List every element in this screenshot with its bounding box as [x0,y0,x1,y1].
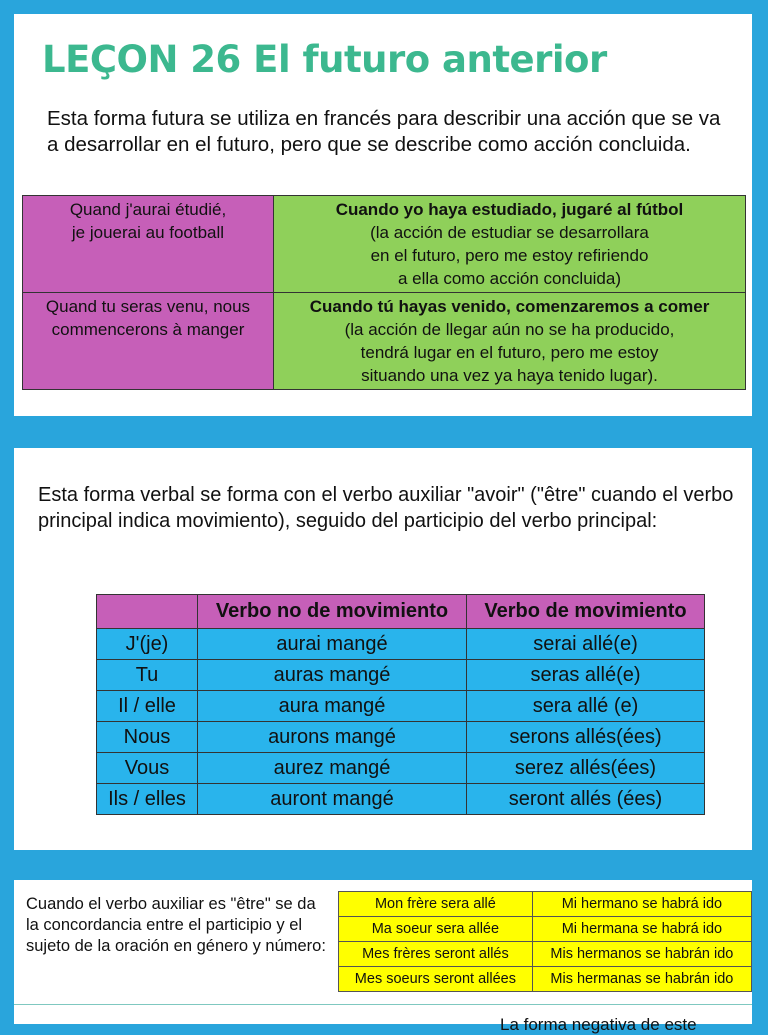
conjugation-table [96,594,705,815]
formation-panel [14,448,752,850]
table-cell: Mis hermanas se habrán ido [532,967,751,992]
spanish-example: Cuando tú hayas venido, comenzaremos a comer (la acción de llegar aún no se ha producido, tendrá lugar en el futuro, pero me estoy situando una vez ya haya tenido lugar). [274,293,746,390]
column-header: Verbo no de movimiento [198,595,467,629]
page-title: LEÇON 26 El futuro anterior [42,38,607,81]
next-section-text: La forma negativa de este [500,1015,697,1034]
table-cell: seras allé(e) [467,660,705,691]
french-example: Quand tu seras venu, nous commencerons à manger [23,293,274,390]
table-cell: serons allés(ées) [467,722,705,753]
table-cell: auras mangé [198,660,467,691]
table-cell: auront mangé [198,784,467,815]
pronoun-cell: J'(je) [97,629,198,660]
table-row [97,660,705,691]
table-row [23,293,746,390]
pronoun-cell: Ils / elles [97,784,198,815]
table-cell: sera allé (e) [467,691,705,722]
table-cell: Mis hermanos se habrán ido [532,942,751,967]
pronoun-cell: Nous [97,722,198,753]
french-example: Quand j'aurai étudié, je jouerai au football [23,196,274,293]
table-row [97,722,705,753]
pronoun-cell: Il / elle [97,691,198,722]
table-cell: Mi hermano se habrá ido [532,892,751,917]
table-row [97,629,705,660]
pronoun-cell: Tu [97,660,198,691]
lesson-panel [14,14,752,416]
table-row [339,967,752,992]
table-row [339,892,752,917]
agreement-table [338,891,752,992]
agreement-intro: Cuando el verbo auxiliar es "être" se da la concordancia entre el participio y el sujeto de la oración en género y número: [26,895,326,955]
table-row [23,196,746,293]
column-header [97,595,198,629]
table-cell: aura mangé [198,691,467,722]
table-row [339,917,752,942]
pronoun-cell: Vous [97,753,198,784]
column-header: Verbo de movimiento [467,595,705,629]
examples-table [22,195,746,390]
table-row [339,942,752,967]
table-row [97,784,705,815]
header-row [97,595,705,629]
table-cell: serez allés(ées) [467,753,705,784]
table-row [97,753,705,784]
table-row [97,691,705,722]
table-cell: Ma soeur sera allée [339,917,533,942]
table-cell: serai allé(e) [467,629,705,660]
table-cell: aurez mangé [198,753,467,784]
table-cell: aurai mangé [198,629,467,660]
spanish-example: Cuando yo haya estudiado, jugaré al fútbol (la acción de estudiar se desarrollara en el futuro, pero me estoy refiriendo a ella como acción concluida) [274,196,746,293]
table-cell: aurons mangé [198,722,467,753]
table-cell: seront allés (ées) [467,784,705,815]
lesson-intro: Esta forma futura se utiliza en francés para describir una acción que se va a desarrollar en el futuro, pero que se describe como acción concluida. [47,107,721,156]
table-cell: Mi hermana se habrá ido [532,917,751,942]
divider [14,1004,752,1005]
table-cell: Mon frère sera allé [339,892,533,917]
table-cell: Mes frères seront allés [339,942,533,967]
formation-intro: Esta forma verbal se forma con el verbo auxiliar "avoir" ("être" cuando el verbo principal indica movimiento), seguido del participio del verbo principal: [38,484,734,532]
table-cell: Mes soeurs seront allées [339,967,533,992]
agreement-panel [14,880,752,1034]
